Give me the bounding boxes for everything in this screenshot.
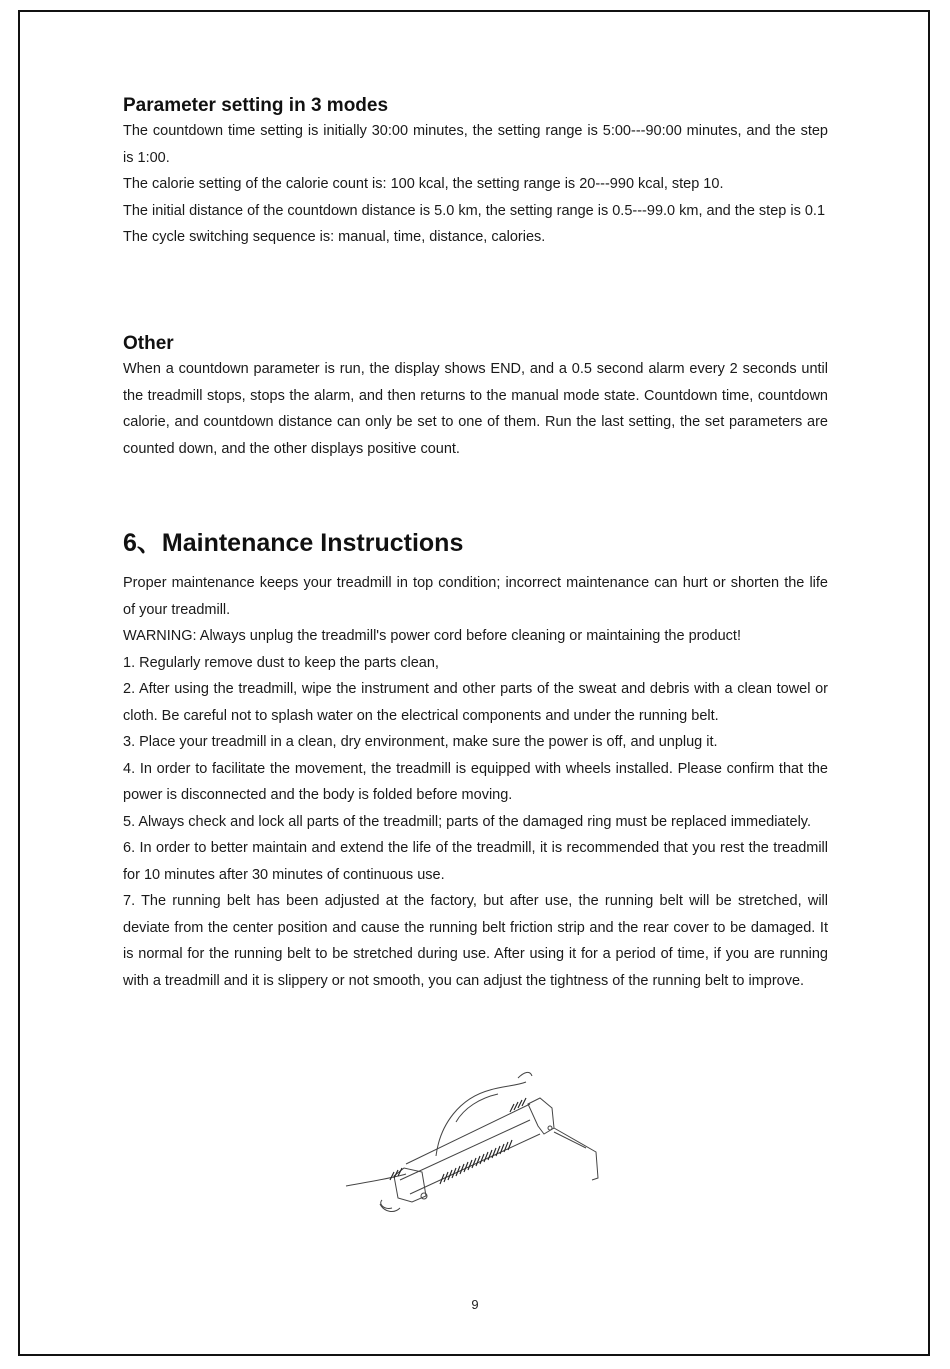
list-item: 1. Regularly remove dust to keep the parts clean,	[123, 654, 439, 671]
paragraph: The calorie setting of the calorie count is: 100 kcal, the setting range is 20---990 kcal, step 10.	[123, 176, 724, 192]
list-item: 5. Always check and lock all parts of the treadmill; parts of the damaged ring must be replaced immediately.	[123, 813, 812, 830]
list-item: 7. The running belt has been adjusted at the factory, but after use, the running belt will be stretched, will deviate from the center position and cause the running belt friction strip and the rear cover to be damaged. It is normal for the running belt to be stretched during use. After using it for a period of time, if you are running with a treadmill and it is slippery or not smooth, you can adjust the tightness of the running belt to improve.	[123, 893, 828, 989]
section-heading: Parameter setting in 3 modes	[123, 95, 389, 116]
paragraph: The initial distance of the countdown distance is 5.0 km, the setting range is 0.5---99.0 km, and the step is 0.1	[123, 202, 826, 219]
chapter-heading: 6、Maintenance Instructions	[123, 529, 464, 557]
section-other	[123, 332, 828, 462]
paragraph: Proper maintenance keeps your treadmill in top condition; incorrect maintenance can hurt or shorten the life of your treadmill.	[123, 575, 828, 618]
treadmill-maintenance-illustration	[340, 1068, 620, 1228]
section-heading: Other	[123, 333, 174, 354]
paragraph: When a countdown parameter is run, the display shows END, and a 0.5 second alarm every 2 seconds until the treadmill stops, stops the alarm, and then returns to the manual mode state. Countdown time, countdown calorie, and countdown distance can only be set to one of them. Run the last setting, the set parameters are counted down, and the other displays positive count.	[123, 361, 828, 457]
list-item: 4. In order to facilitate the movement, the treadmill is equipped with wheels installed. Please confirm that the power is disconnected and the body is folded before moving.	[123, 760, 828, 803]
section-maintenance	[123, 528, 828, 994]
section-parameter-setting	[123, 94, 828, 251]
paragraph: The countdown time setting is initially 30:00 minutes, the setting range is 5:00---90:00 minutes, and the step is 1:00.	[123, 123, 828, 166]
list-item: 6. In order to better maintain and extend the life of the treadmill, it is recommended that you rest the treadmill for 10 minutes after 30 minutes of continuous use.	[123, 840, 828, 883]
paragraph: The cycle switching sequence is: manual, time, distance, calories.	[123, 229, 546, 245]
warning-paragraph: WARNING: Always unplug the treadmill's power cord before cleaning or maintaining the product!	[123, 628, 741, 644]
list-item: 3. Place your treadmill in a clean, dry environment, make sure the power is off, and unplug it.	[123, 734, 718, 750]
list-item: 2. After using the treadmill, wipe the instrument and other parts of the sweat and debris with a clean towel or cloth. Be careful not to splash water on the electrical components and under the running belt.	[123, 681, 828, 724]
page-number: 9	[471, 1297, 479, 1312]
